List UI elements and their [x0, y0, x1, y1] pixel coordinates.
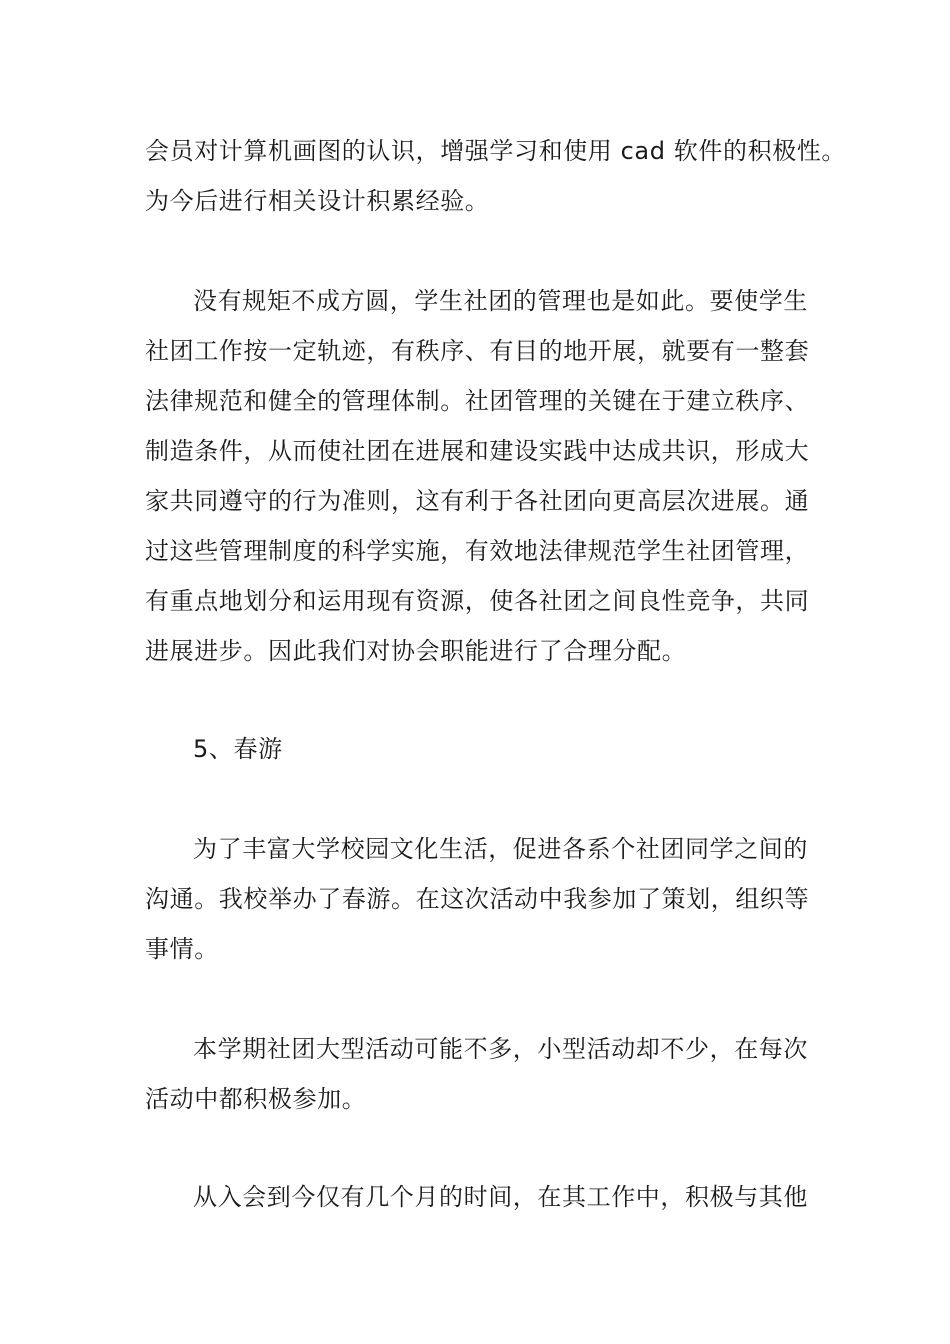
text-line: 家共同遵守的行为准则，这有利于各社团向更高层次进展。通 [145, 487, 810, 515]
paragraph-first-line: 为了丰富大学校园文化生活，促进各系个社团同学之间的 [193, 835, 808, 863]
text-line: 有重点地划分和运用现有资源，使各社团之间良性竞争，共同 [145, 587, 810, 615]
text-line: 活动中都积极参加。 [145, 1085, 367, 1113]
section-heading: 5、春游 [193, 735, 283, 763]
text-line: 进展进步。因此我们对协会职能进行了合理分配。 [145, 637, 687, 665]
text-line: 法律规范和健全的管理体制。社团管理的关键在于建立秩序、 [145, 387, 810, 415]
paragraph-first-line: 从入会到今仅有几个月的时间，在其工作中，积极与其他 [193, 1183, 808, 1211]
text-line: 会员对计算机画图的认识，增强学习和使用 cad 软件的积极性。 [145, 137, 846, 165]
paragraph-first-line: 没有规矩不成方圆，学生社团的管理也是如此。要使学生 [193, 287, 808, 315]
text-line: 事情。 [145, 935, 219, 963]
text-line: 沟通。我校举办了春游。在这次活动中我参加了策划，组织等 [145, 885, 810, 913]
text-line: 制造条件，从而使社团在进展和建设实践中达成共识，形成大 [145, 437, 810, 465]
text-line: 过这些管理制度的科学实施，有效地法律规范学生社团管理， [145, 537, 810, 565]
paragraph-first-line: 本学期社团大型活动可能不多，小型活动却不少，在每次 [193, 1035, 808, 1063]
text-line: 为今后进行相关设计积累经验。 [145, 187, 490, 215]
text-line: 社团工作按一定轨迹，有秩序、有目的地开展，就要有一整套 [145, 337, 810, 365]
